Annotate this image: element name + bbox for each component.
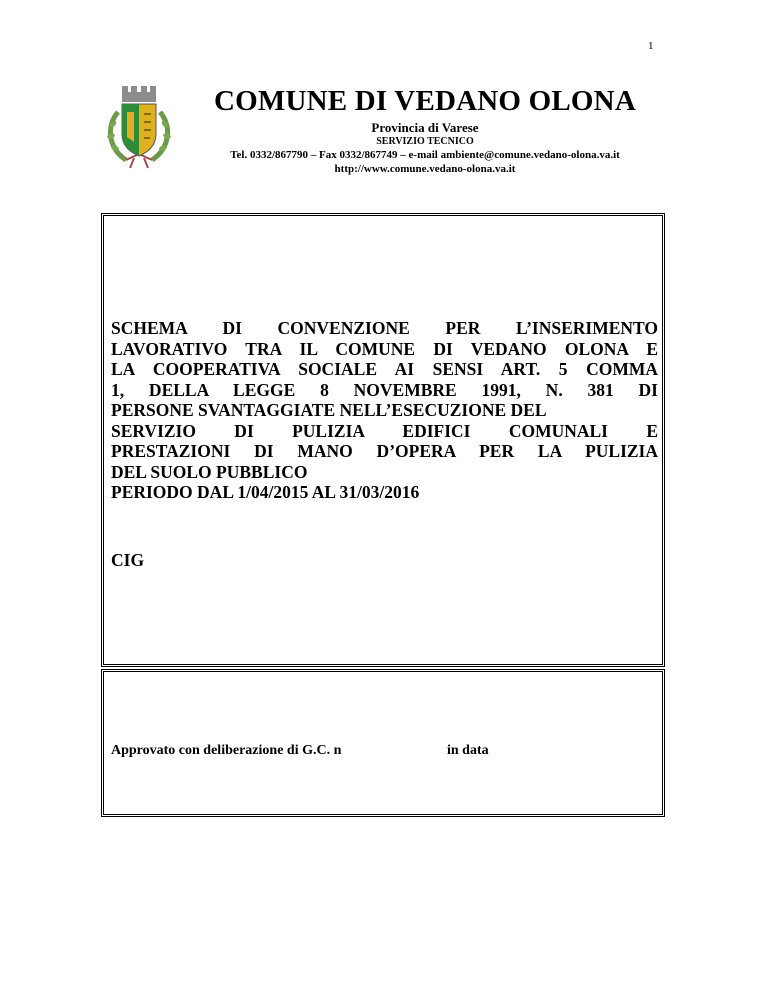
title-line: PERSONE SVANTAGGIATE NELL’ESECUZIONE DEL (111, 400, 547, 420)
municipal-crest-logo (104, 82, 174, 170)
title-line: PERIODO DAL 1/04/2015 AL 31/03/2016 (111, 482, 420, 502)
approval-label: Approvato con deliberazione di G.C. n (111, 743, 342, 758)
title-line: 1, DELLA LEGGE 8 NOVEMBRE 1991, N. 381 DI (111, 379, 658, 400)
title-line: PRESTAZIONI DI MANO D’OPERA PER LA PULIZIA (111, 441, 658, 461)
website-link[interactable]: http://www.comune.vedano-olona.va.it (334, 163, 516, 175)
contact-info: Tel. 0332/867790 – Fax 0332/867749 – e-mail ambiente@comune.vedano-olona.va.it (230, 149, 620, 161)
document-title-box (101, 213, 665, 667)
title-line: DEL SUOLO PUBBLICO (111, 461, 308, 482)
province-label: Provincia di Varese (371, 120, 479, 135)
approval-line (111, 743, 489, 759)
document-title (111, 318, 658, 503)
page-number: 1 (648, 40, 654, 52)
cig-label: CIG (111, 550, 145, 570)
title-line: SCHEMA DI CONVENZIONE PER L’INSERIMENTO (111, 318, 658, 338)
approval-box (101, 669, 665, 817)
title-line: LAVORATIVO TRA IL COMUNE DI VEDANO OLONA E (111, 338, 658, 359)
service-label: SERVIZIO TECNICO (376, 136, 474, 147)
letterhead (180, 82, 670, 176)
approval-date-label: in data (447, 743, 489, 758)
municipality-title: COMUNE DI VEDANO OLONA (214, 85, 636, 117)
title-line: SERVIZIO DI PULIZIA EDIFICI COMUNALI E (111, 420, 658, 441)
title-line: LA COOPERATIVA SOCIALE AI SENSI ART. 5 COMMA (111, 359, 658, 379)
